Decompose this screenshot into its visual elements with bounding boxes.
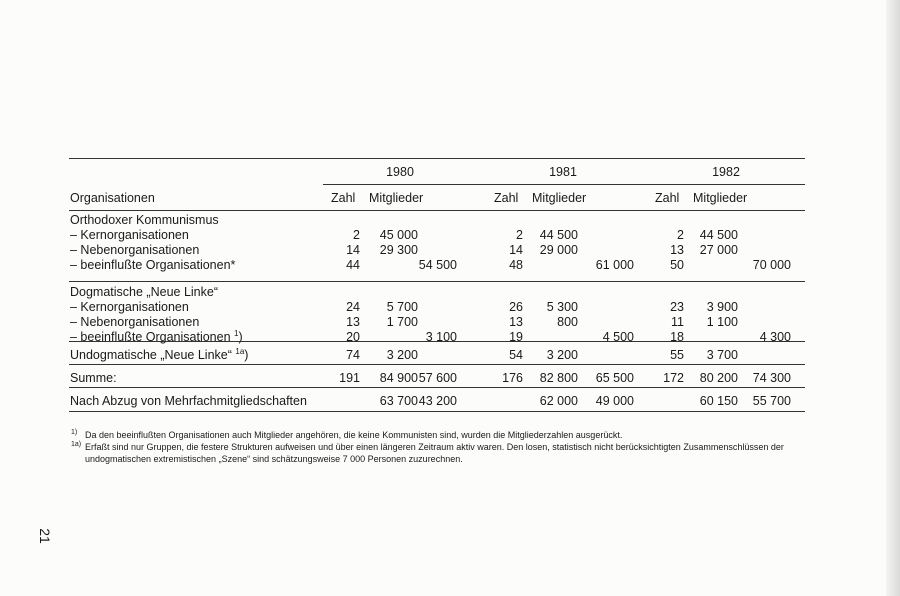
- table-rule: [69, 411, 805, 412]
- table-cell: 50: [670, 258, 684, 272]
- table-row: [69, 314, 805, 330]
- footnote-1: [71, 429, 801, 441]
- table-cell: 54: [509, 348, 523, 362]
- table-cell: 3 100: [425, 330, 457, 344]
- table-cell: 19: [509, 330, 523, 344]
- table-row: [69, 347, 805, 363]
- table-cell: 3 700: [706, 348, 738, 362]
- table-rule: [69, 341, 805, 342]
- table-rule: [69, 281, 805, 282]
- table-row: [69, 242, 805, 258]
- table-cell: 20: [346, 330, 360, 344]
- table-cell: 45 000: [379, 228, 418, 242]
- table-cell: 70 000: [752, 258, 791, 272]
- table-row: [69, 227, 805, 243]
- table-cell: 1 100: [706, 315, 738, 329]
- table-cell: 82 800: [539, 371, 578, 385]
- table-cell: 44 500: [699, 228, 738, 242]
- table-cell: 29 300: [379, 243, 418, 257]
- table-row: [69, 212, 805, 228]
- table-cell: 57 600: [418, 371, 457, 385]
- table-cell: 176: [502, 371, 523, 385]
- table-cell: 3 200: [386, 348, 418, 362]
- table-cell: 2: [677, 228, 684, 242]
- table-rule: [69, 364, 805, 365]
- table-cell: 13: [346, 315, 360, 329]
- footnote-1a: [71, 441, 801, 465]
- table-cell: 60 150: [699, 394, 738, 408]
- table-cell: 80 200: [699, 371, 738, 385]
- table-cell: 48: [509, 258, 523, 272]
- table-cell: 191: [339, 371, 360, 385]
- footnote-marker: 1a): [71, 441, 82, 448]
- table-cell: 3 200: [546, 348, 578, 362]
- table-cell: 172: [663, 371, 684, 385]
- table-cell: 84 900: [379, 371, 418, 385]
- table-cell: 2: [516, 228, 523, 242]
- table-cell: 4 300: [759, 330, 791, 344]
- row-label: Nach Abzug von Mehrfachmitgliedschaften: [70, 394, 307, 408]
- table-cell: 61 000: [595, 258, 634, 272]
- row-label: – Kernorganisationen: [70, 228, 189, 242]
- table-cell: 4 500: [602, 330, 634, 344]
- row-label: – beeinflußte Organisationen $^1$): [70, 328, 243, 344]
- table-cell: 11: [671, 315, 684, 329]
- table-rule: [69, 158, 805, 159]
- row-label: Dogmatische „Neue Linke“: [70, 285, 218, 299]
- table-cell: 65 500: [595, 371, 634, 385]
- column-header-row: [69, 190, 805, 206]
- table-cell: 23: [670, 300, 684, 314]
- table-rule: [69, 210, 805, 211]
- table-cell: 74: [346, 348, 360, 362]
- header-mitglieder-1980: Mitglieder: [369, 191, 424, 205]
- row-label: – Nebenorganisationen: [70, 243, 200, 257]
- header-zahl-1980: Zahl: [331, 191, 356, 205]
- table-cell: 14: [509, 243, 523, 257]
- page-number: 21: [37, 528, 53, 544]
- footnote-marker: 1): [71, 429, 78, 436]
- footnotes: [71, 429, 801, 465]
- row-label: Orthodoxer Kommunismus: [70, 213, 219, 227]
- row-label: – Nebenorganisationen: [70, 315, 200, 329]
- header-mitglieder-1982: Mitglieder: [693, 191, 748, 205]
- table-row: [69, 257, 805, 273]
- table-cell: 49 000: [595, 394, 634, 408]
- table-row: [69, 284, 805, 300]
- table-cell: 29 000: [539, 243, 578, 257]
- row-label: Summe:: [70, 371, 117, 385]
- year-header-row: [69, 164, 805, 180]
- year-underline-1980: [323, 184, 503, 185]
- table-cell: 5 300: [546, 300, 578, 314]
- table-cell: 24: [346, 300, 360, 314]
- table-cell: 54 500: [418, 258, 457, 272]
- table-cell: 44 500: [539, 228, 578, 242]
- table-cell: 44: [346, 258, 360, 272]
- year-1980: 1980: [386, 165, 414, 179]
- table-cell: 55: [670, 348, 684, 362]
- row-label: Undogmatische „Neue Linke“ $^{1a}$): [70, 346, 249, 362]
- year-1982: 1982: [712, 165, 740, 179]
- table-cell: 43 200: [418, 394, 457, 408]
- table-cell: 18: [670, 330, 684, 344]
- table-cell: 55 700: [752, 394, 791, 408]
- page-edge-shadow: [886, 0, 900, 596]
- table-cell: 14: [346, 243, 360, 257]
- table-cell: 74 300: [752, 371, 791, 385]
- table-cell: 62 000: [539, 394, 578, 408]
- table-cell: 27 000: [699, 243, 738, 257]
- year-1981: 1981: [549, 165, 577, 179]
- header-zahl-1982: Zahl: [655, 191, 680, 205]
- header-zahl-1981: Zahl: [494, 191, 519, 205]
- table-cell: 13: [670, 243, 684, 257]
- table-cell: 26: [509, 300, 523, 314]
- row-label: – Kernorganisationen: [70, 300, 189, 314]
- table-cell: 13: [509, 315, 523, 329]
- table-cell: 2: [353, 228, 360, 242]
- year-underline-1981: [486, 184, 666, 185]
- table-row: [69, 370, 805, 386]
- table-cell: 1 700: [386, 315, 418, 329]
- footnote-text: Da den beeinflußten Organisationen auch Mitglieder angehören, die keine Kommunisten sind, wurden die Mitgliederzahlen ausgerückt.: [85, 430, 623, 440]
- header-mitglieder-1981: Mitglieder: [532, 191, 587, 205]
- table-row: [69, 299, 805, 315]
- year-underline-1982: [649, 184, 805, 185]
- table-cell: 3 900: [706, 300, 738, 314]
- table-rule: [69, 387, 805, 388]
- table-row: [69, 329, 805, 345]
- table-cell: 800: [557, 315, 578, 329]
- table-row: [69, 393, 805, 409]
- footnote-text: Erfaßt sind nur Gruppen, die festere Strukturen aufweisen und über einen längeren Zeitraum aktiv waren. Den losen, statistisch nicht berücksichtigten Zusammenschlüssen der undogmatischen extremistischen „Szene“ sind schätzungsweise 7 000 Personen zuzurechnen.: [85, 442, 784, 464]
- header-organisations: Organisationen: [70, 191, 155, 205]
- row-label: – beeinflußte Organisationen*: [70, 258, 236, 272]
- table-cell: 63 700: [379, 394, 418, 408]
- table-cell: 5 700: [386, 300, 418, 314]
